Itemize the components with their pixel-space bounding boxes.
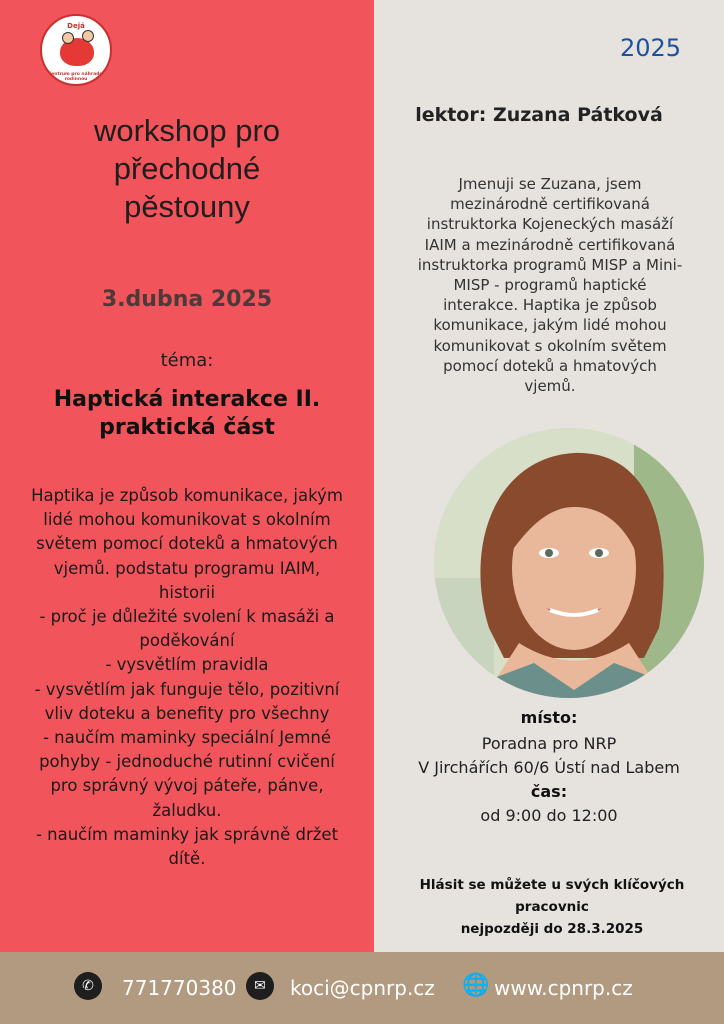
time-value: od 9:00 do 12:00 [480, 806, 618, 825]
web-link[interactable]: www.cpnrp.cz [494, 976, 633, 1000]
workshop-description: Haptika je způsob komunikace, jakým lidé mohou komunikovat s okolním světem pomocí doteků a hmatových vjemů. podstatu programu IAIM, historii - proč je důležité svolení k masáži a poděkování - vysvětlím pravidla - vysvětlím jak funguje tělo, pozitivní vliv doteku a benefity pro všechny - naučím maminky speciální Jemné pohyby - jednoduché rutinní cvičení pro správný vývoj páteře, pánve, žaludku. - naučím maminky jak správně držet dítě. [31, 486, 343, 869]
logo-text-top: Dejá [67, 22, 85, 30]
logo-text-bottom: Centrum pro náhradní rodinnou [47, 72, 105, 82]
place-line2: V Jirchářích 60/6 Ústí nad Labem [418, 758, 680, 777]
time-label: čas: [530, 782, 568, 801]
lektor-photo [434, 428, 704, 698]
lektor-heading: lektor: Zuzana Pátková [415, 104, 663, 126]
theme-label: téma: [160, 350, 214, 371]
year-label: 2025 [620, 34, 682, 62]
place-line1: Poradna pro NRP [481, 734, 617, 753]
globe-icon: 🌐 [462, 973, 490, 998]
place-label: místo: [520, 708, 578, 727]
logo-figure-icon [62, 32, 74, 44]
lektor-bio: Jmenuji se Zuzana, jsem mezinárodně certifikovaná instruktorka Kojeneckých masáží IAIM a mezinárodně certifikovaná instruktorka programů MISP a Mini- MISP - programů haptické interakce. Haptika je způsob komunikace, jakým lidé mohou komunikovat s okolním světem pomocí doteků a hmatových vjemů. [417, 175, 683, 396]
apply-note: Hlásit se můžete u svých klíčových pracovnic nejpozději do 28.3.2025 [419, 877, 685, 937]
logo-figure-icon [82, 30, 94, 42]
email-link[interactable]: koci@cpnrp.cz [290, 976, 435, 1000]
phone-number[interactable]: 771770380 [122, 976, 237, 1000]
mail-icon: ✉ [246, 972, 274, 1000]
theme-title: Haptická interakce II. praktická část [53, 387, 321, 440]
portrait-illustration [434, 428, 704, 698]
logo [40, 14, 112, 86]
workshop-title: workshop pro přechodné pěstouny [93, 113, 281, 224]
phone-icon: ✆ [74, 972, 102, 1000]
workshop-date: 3.dubna 2025 [101, 287, 273, 312]
